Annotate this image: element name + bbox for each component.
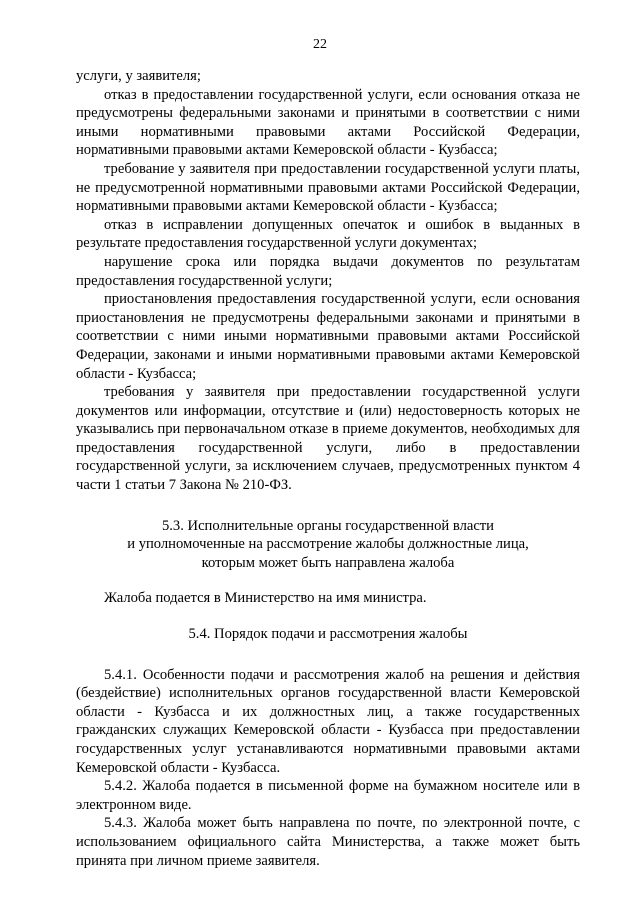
paragraph: приостановления предоставления государственной услуги, если основания приостановления не предусмотрены федеральными законами и принятыми в соответствии с ними иными нормативными правовыми актами Российской Федерации, законами и иными нормативными правовыми актами Кемеровской области - Кузбасса; [76, 291, 580, 382]
document-body [76, 67, 580, 870]
paragraph: отказ в исправлении допущенных опечаток и ошибок в выданных в результате предоставления государственной услуги документах; [76, 216, 580, 252]
paragraph: требования у заявителя при предоставлении государственной услуги документов или информации, отсутствие и (или) недостоверность которых не указывались при первоначальном отказе в приеме документов, необходимых для предоставления государственной услуги, либо в предоставлении государственной услуги, за исключением случаев, предусмотренных пунктом 4 части 1 статьи 7 Закона № 210-ФЗ. [76, 384, 580, 494]
paragraph: 5.4.2. Жалоба подается в письменной форме на бумажном носителе или в электронном виде. [76, 778, 580, 813]
paragraph: требование у заявителя при предоставлении государственной услуги платы, не предусмотренной нормативными правовыми актами Российской Федерации, нормативными правовыми актами Кемеровской области - Кузбасса; [76, 160, 580, 215]
paragraph: нарушение срока или порядка выдачи документов по результатам предоставления государственной услуги; [76, 253, 580, 289]
section-heading-5-3-line: и уполномоченные на рассмотрение жалобы должностные лица, [127, 536, 529, 553]
page-number: 22 [313, 37, 327, 52]
section-heading-5-3-line: которым может быть направлена жалоба [201, 554, 455, 571]
paragraph: Жалоба подается в Министерство на имя министра. [104, 590, 427, 607]
paragraph: 5.4.3. Жалоба может быть направлена по почте, по электронной почте, с использованием официального сайта Министерства, а также может быть принята при личном приеме заявителя. [76, 815, 580, 869]
section-heading-5-4: 5.4. Порядок подачи и рассмотрения жалобы [188, 626, 468, 643]
paragraph: отказ в предоставлении государственной услуги, если основания отказа не предусмотрены федеральными законами и принятыми в соответствии с ними иными нормативными правовыми актами Российской Федерации, нормативными правовыми актами Кемеровской области - Кузбасса; [76, 86, 580, 159]
section-heading-5-3-line: 5.3. Исполнительные органы государственной власти [161, 517, 494, 534]
paragraph: услуги, у заявителя; [76, 68, 201, 84]
paragraph: 5.4.1. Особенности подачи и рассмотрения жалоб на решения и действия (бездействие) исполнительных органов государственной власти Кемеровской области - Кузбасса и их должностных лиц, а также государственных гражданских служащих Кемеровской области - Кузбасса при предоставлении государственных услуг устанавливаются нормативными правовыми актами Кемеровской области - Кузбасса. [76, 666, 580, 776]
